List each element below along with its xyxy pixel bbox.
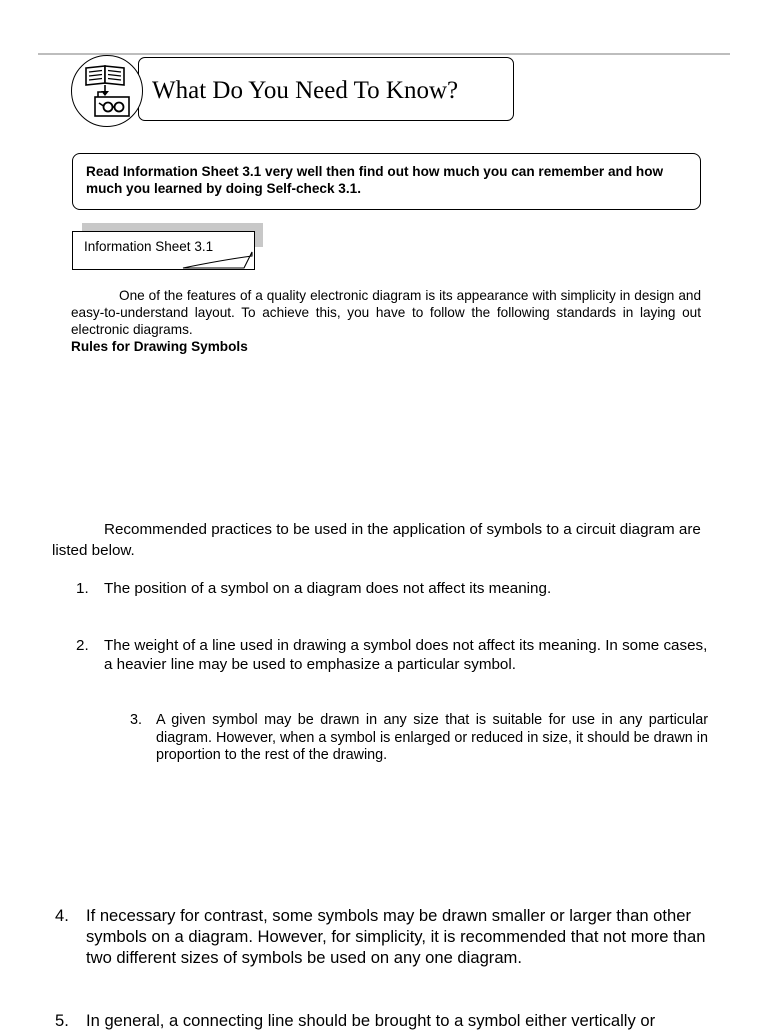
book-and-magnifier-icon <box>71 55 143 127</box>
intro-indent <box>71 288 119 303</box>
list-item-text: In general, a connecting line should be brought to a symbol either vertically or <box>86 1011 656 1030</box>
page-curl-icon <box>182 251 254 271</box>
list-item-text: The position of a symbol on a diagram does not affect its meaning. <box>104 580 552 597</box>
list-item-number: 5. <box>55 1011 69 1030</box>
list-item-text: If necessary for contrast, some symbols may be drawn smaller or larger than other symbols on a diagram. However, for simplicity, it is recommended that not more than two different sizes of symbols be used on any one diagram. <box>86 906 706 967</box>
list-item-text: A given symbol may be drawn in any size that is suitable for use in any particular diagram. However, when a symbol is enlarged or reduced in size, it should be drawn in proportion to the rest of the drawing. <box>156 712 708 763</box>
info-sheet-tab-label: Information Sheet 3.1 <box>84 239 214 254</box>
recommended-paragraph <box>52 519 708 561</box>
intro-paragraph-text: One of the features of a quality electronic diagram is its appearance with simplicity in design and easy-to-understand layout. To achieve this, you have to follow the following standards in laying out electronic diagrams. <box>71 288 701 337</box>
list-item-number: 3. <box>130 712 143 728</box>
instruction-box <box>72 153 701 210</box>
top-rule <box>38 53 730 55</box>
recommended-paragraph-text: Recommended practices to be used in the application of symbols to a circuit diagram are listed below. <box>52 521 701 559</box>
list-item-number: 2. <box>76 637 89 654</box>
rules-heading: Rules for Drawing Symbols <box>71 339 248 354</box>
list-item-text: The weight of a line used in drawing a symbol does not affect its meaning. In some cases, a heavier line may be used to emphasize a particular symbol. <box>104 637 708 673</box>
page-title: What Do You Need To Know? <box>152 77 459 104</box>
list-item-number: 1. <box>76 580 89 597</box>
title-box <box>138 57 514 121</box>
intro-paragraph <box>71 287 701 338</box>
recommended-indent <box>52 521 104 538</box>
list-item-number: 4. <box>55 906 69 925</box>
instruction-text: Read Information Sheet 3.1 very well then find out how much you can remember and how much you learned by doing Self-check 3.1. <box>86 164 664 196</box>
